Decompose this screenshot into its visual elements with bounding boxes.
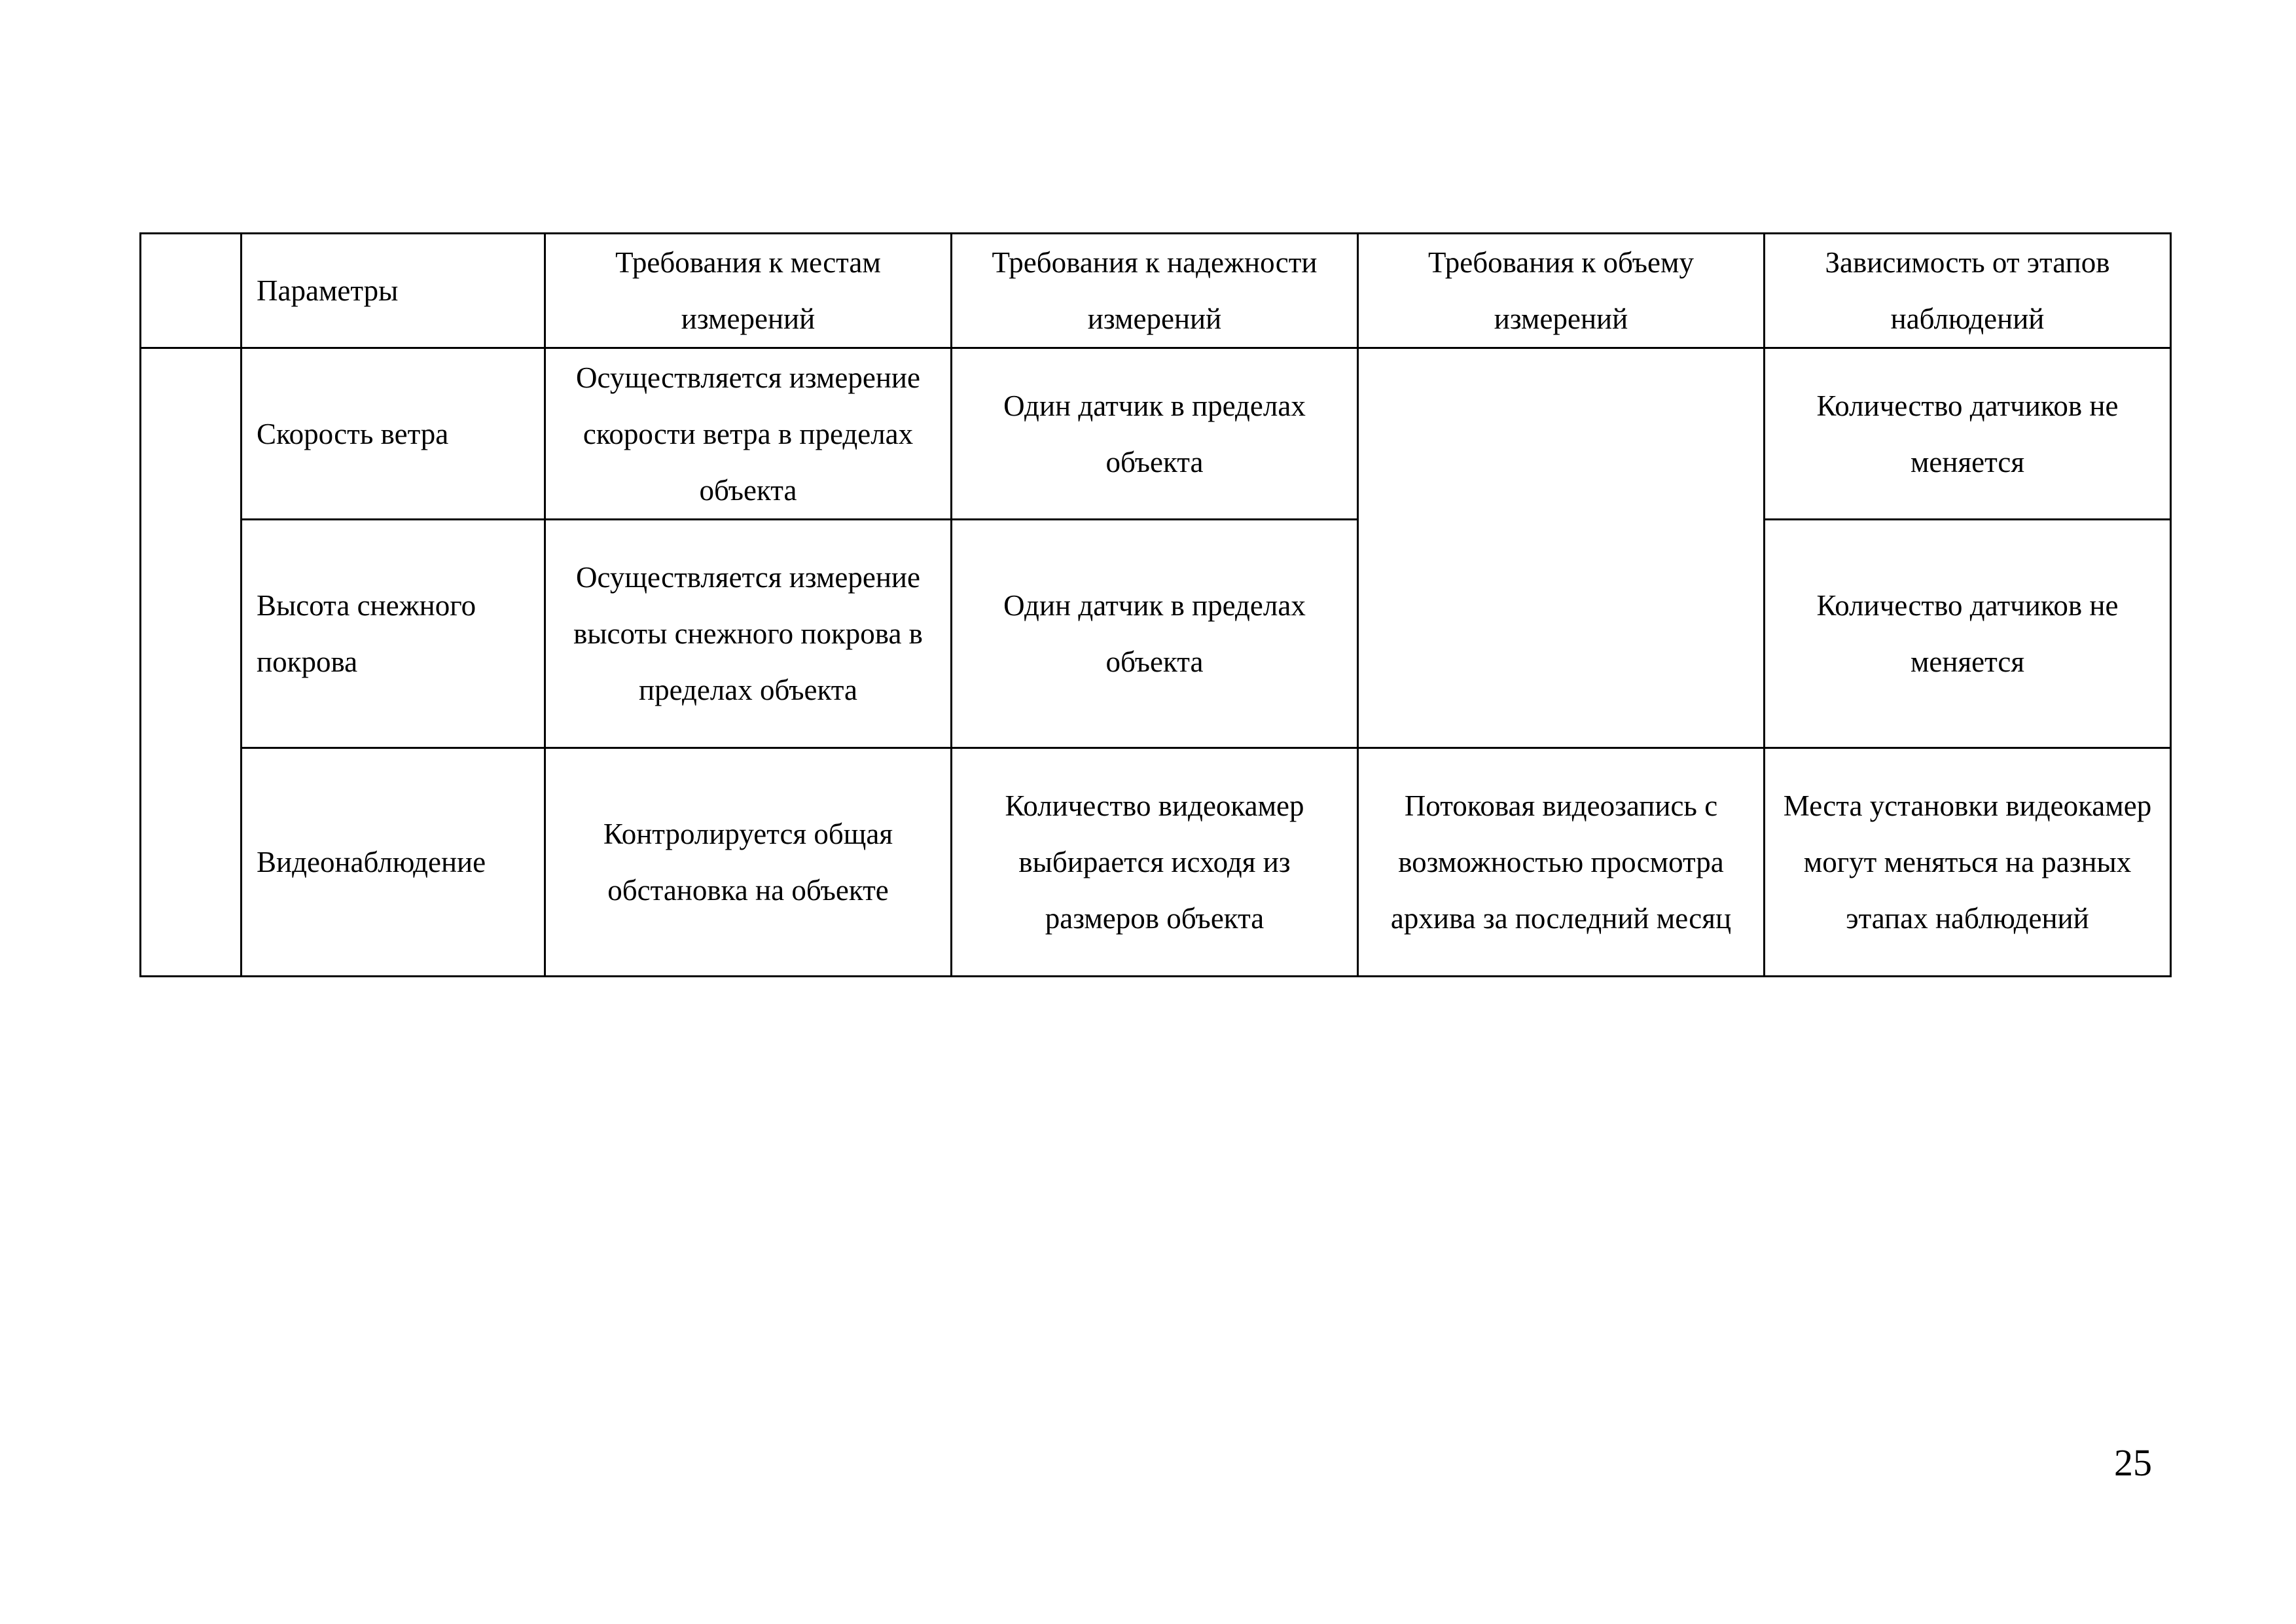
row-number-cell: [141, 348, 242, 977]
table-row: [141, 520, 2171, 748]
cell-volume-empty: [1358, 348, 1765, 748]
table-row: [141, 748, 2171, 977]
table-row: [141, 348, 2171, 520]
cell-parameter: Скорость ветра: [242, 348, 545, 520]
cell-places: Контролируется общая обстановка на объекте: [545, 748, 952, 977]
cell-reliability: Количество видеокамер выбирается исходя из размеров объекта: [952, 748, 1358, 977]
page-number: 25: [2114, 1441, 2152, 1484]
cell-parameter: Видеонаблюдение: [242, 748, 545, 977]
header-places: Требования к местам измерений: [545, 234, 952, 348]
cell-stages: Количество датчиков не меняется: [1765, 520, 2171, 748]
header-stages: Зависимость от этапов наблюдений: [1765, 234, 2171, 348]
requirements-table: [139, 232, 2172, 977]
header-volume: Требования к объему измерений: [1358, 234, 1765, 348]
cell-reliability: Один датчик в пределах объекта: [952, 348, 1358, 520]
cell-stages: Места установки видеокамер могут меняться на разных этапах наблюдений: [1765, 748, 2171, 977]
table-header-row: [141, 234, 2171, 348]
header-reliability: Требования к надежности измерений: [952, 234, 1358, 348]
cell-places: Осуществляется измерение высоты снежного покрова в пределах объекта: [545, 520, 952, 748]
cell-reliability: Один датчик в пределах объекта: [952, 520, 1358, 748]
header-parameters: Параметры: [242, 234, 545, 348]
cell-parameter: Высота снежного покрова: [242, 520, 545, 748]
cell-stages: Количество датчиков не меняется: [1765, 348, 2171, 520]
cell-places: Осуществляется измерение скорости ветра в пределах объекта: [545, 348, 952, 520]
cell-volume: Потоковая видеозапись с возможностью просмотра архива за последний месяц: [1358, 748, 1765, 977]
header-number-cell: [141, 234, 242, 348]
